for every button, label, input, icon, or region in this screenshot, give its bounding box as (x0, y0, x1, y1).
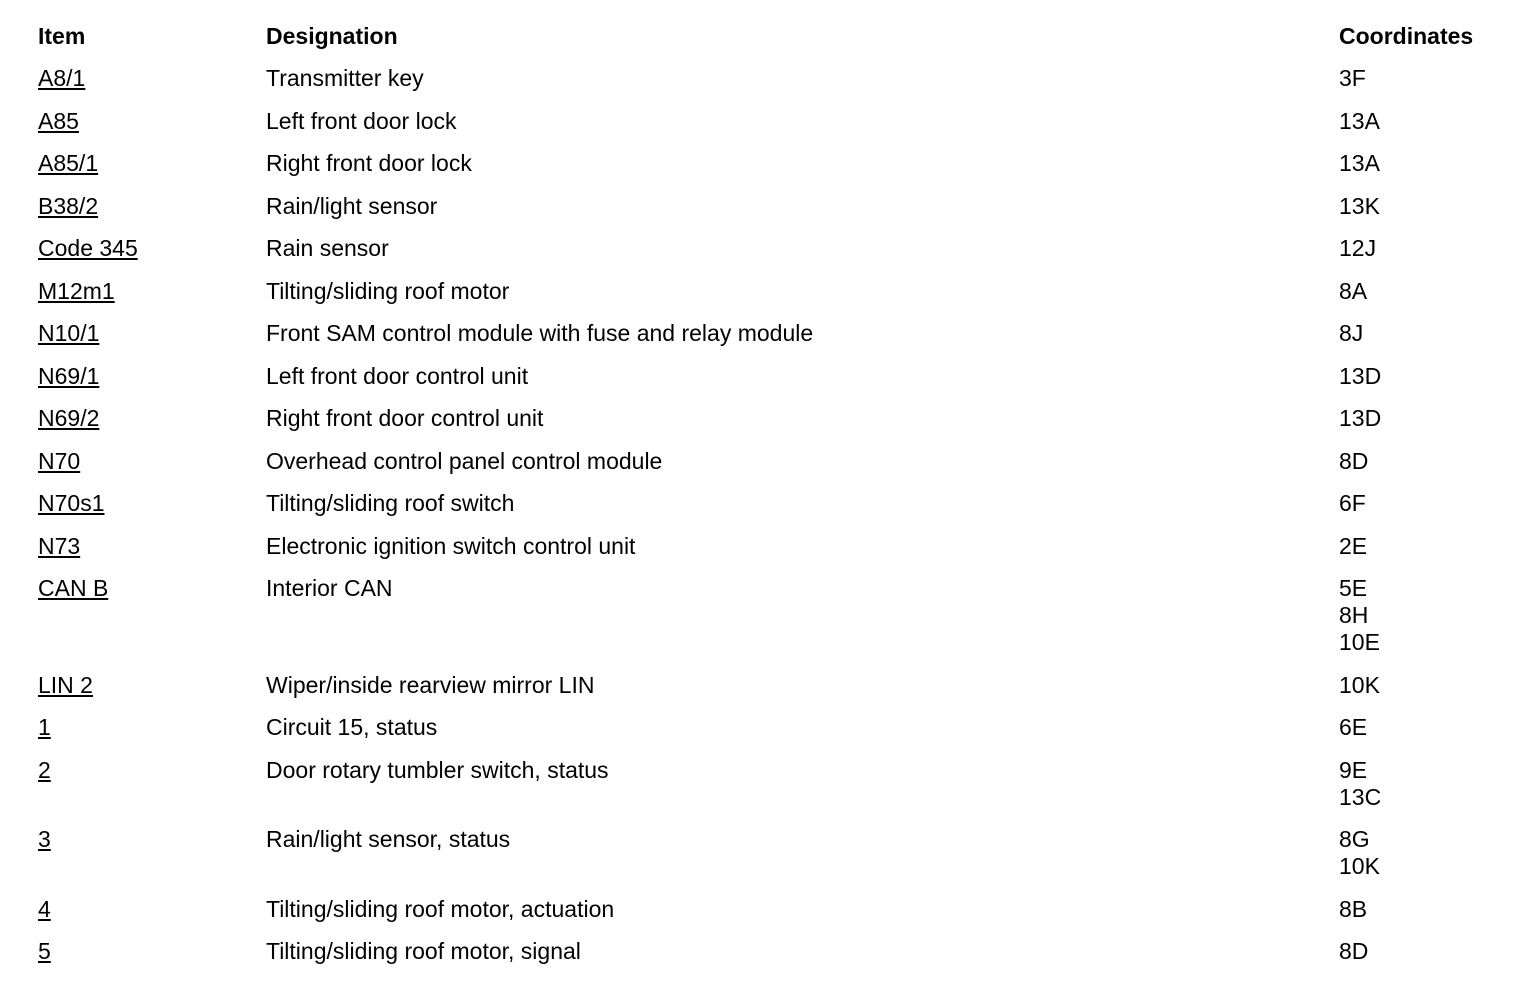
coordinates-cell (1339, 938, 1498, 981)
item-link[interactable]: CAN B (38, 575, 109, 601)
item-link[interactable]: N73 (38, 532, 81, 559)
coordinates-cell (1339, 150, 1498, 193)
table-row (38, 490, 1498, 533)
designation-cell: Right front door control unit (266, 405, 544, 431)
coordinate-value: 6F (1339, 490, 1366, 516)
designation-cell: Right front door lock (266, 150, 472, 176)
coordinate-value: 8G (1339, 826, 1370, 852)
designation-cell: Electronic ignition switch control unit (266, 532, 636, 559)
coordinates-cell (1339, 320, 1498, 363)
item-link[interactable]: A8/1 (38, 65, 86, 91)
item-cell (38, 363, 266, 406)
designation-cell: Door rotary tumbler switch, status (266, 756, 609, 783)
table-header (38, 22, 1498, 65)
designation-cell: Tilting/sliding roof motor, signal (266, 938, 581, 964)
coordinate-value: 10E (1339, 629, 1380, 655)
item-link[interactable]: A85/1 (38, 150, 99, 176)
coordinate-value: 5E (1339, 575, 1368, 601)
coordinates-cell (1339, 896, 1498, 939)
coordinates-cell (1339, 757, 1498, 827)
item-link[interactable]: 1 (38, 714, 51, 740)
designation-cell: Circuit 15, status (266, 714, 438, 740)
item-cell (38, 533, 266, 576)
table-row (38, 575, 1498, 672)
designation-cell: Left front door control unit (266, 362, 529, 389)
designation-cell: Transmitter key (266, 65, 424, 91)
table-row (38, 938, 1498, 981)
item-link[interactable]: N70 (38, 447, 81, 474)
item-cell (38, 150, 266, 193)
coordinate-value: 13A (1339, 150, 1380, 176)
coordinates-cell (1339, 448, 1498, 491)
coordinate-value: 10K (1339, 671, 1380, 698)
item-cell (38, 896, 266, 939)
coordinates-cell (1339, 490, 1498, 533)
header-designation: Designation (266, 23, 398, 49)
coordinates-cell (1339, 108, 1498, 151)
table-row (38, 150, 1498, 193)
coordinate-value: 13K (1339, 192, 1380, 219)
coordinates-cell (1339, 575, 1498, 672)
coordinate-value: 6E (1339, 714, 1368, 740)
item-cell (38, 278, 266, 321)
designation-cell: Interior CAN (266, 575, 393, 601)
legend-table (38, 22, 1498, 981)
coordinate-value: 8D (1339, 447, 1369, 474)
table-row (38, 363, 1498, 406)
item-link[interactable]: 5 (38, 938, 51, 964)
coordinate-value: 8B (1339, 895, 1368, 922)
coordinates-cell (1339, 235, 1498, 278)
coordinate-value: 8A (1339, 277, 1368, 304)
table-row (38, 672, 1498, 715)
table-row (38, 714, 1498, 757)
designation-cell: Tilting/sliding roof motor, actuation (266, 895, 615, 922)
item-cell (38, 938, 266, 981)
item-link[interactable]: LIN 2 (38, 671, 93, 698)
designation-cell: Tilting/sliding roof switch (266, 490, 515, 516)
table-row (38, 757, 1498, 827)
coordinate-value: 8D (1339, 938, 1369, 964)
item-cell (38, 235, 266, 278)
item-link[interactable]: 4 (38, 895, 51, 922)
item-link[interactable]: 2 (38, 756, 51, 783)
table-row (38, 235, 1498, 278)
coordinates-cell (1339, 278, 1498, 321)
header-row (38, 22, 1498, 65)
item-cell (38, 826, 266, 896)
coordinate-value: 12J (1339, 235, 1377, 261)
designation-cell: Rain/light sensor (266, 192, 438, 219)
designation-cell: Overhead control panel control module (266, 447, 663, 474)
table-row (38, 826, 1498, 896)
designation-cell: Rain/light sensor, status (266, 826, 511, 852)
table-row (38, 65, 1498, 108)
header-coordinates: Coordinates (1339, 23, 1474, 49)
coordinate-value: 13D (1339, 405, 1382, 431)
item-link[interactable]: N69/1 (38, 362, 100, 389)
item-link[interactable]: N70s1 (38, 490, 105, 516)
table-row (38, 320, 1498, 363)
item-cell (38, 320, 266, 363)
designation-cell: Left front door lock (266, 107, 457, 134)
item-link[interactable]: 3 (38, 826, 51, 852)
table-row (38, 193, 1498, 236)
coordinates-cell (1339, 826, 1498, 896)
table-row (38, 278, 1498, 321)
item-link[interactable]: N10/1 (38, 320, 100, 346)
designation-cell: Rain sensor (266, 235, 389, 261)
coordinate-value: 13C (1339, 783, 1382, 810)
coordinate-value: 10K (1339, 853, 1380, 879)
table-row (38, 896, 1498, 939)
coordinates-cell (1339, 405, 1498, 448)
designation-cell: Tilting/sliding roof motor (266, 277, 510, 304)
item-cell (38, 714, 266, 757)
item-cell (38, 575, 266, 672)
table-row (38, 405, 1498, 448)
table-row (38, 108, 1498, 151)
coordinates-cell (1339, 65, 1498, 108)
coordinate-value: 9E (1339, 756, 1368, 783)
designation-cell: Front SAM control module with fuse and relay module (266, 320, 814, 346)
item-link[interactable]: A85 (38, 107, 79, 134)
table-row (38, 448, 1498, 491)
table-row (38, 533, 1498, 576)
item-cell (38, 193, 266, 236)
coordinates-cell (1339, 533, 1498, 576)
item-link[interactable]: Code 345 (38, 235, 138, 261)
item-link[interactable]: B38/2 (38, 192, 99, 219)
header-item: Item (38, 23, 86, 49)
table-body (38, 65, 1498, 981)
designation-cell: Wiper/inside rearview mirror LIN (266, 671, 595, 698)
coordinates-cell (1339, 672, 1498, 715)
coordinate-value: 2E (1339, 532, 1368, 559)
coordinate-value: 3F (1339, 65, 1366, 91)
coordinate-value: 13A (1339, 107, 1380, 134)
coordinates-cell (1339, 363, 1498, 406)
item-link[interactable]: M12m1 (38, 277, 115, 304)
item-cell (38, 490, 266, 533)
item-cell (38, 108, 266, 151)
item-link[interactable]: N69/2 (38, 405, 100, 431)
coordinate-value: 8H (1339, 602, 1369, 628)
coordinate-value: 13D (1339, 362, 1382, 389)
item-cell (38, 672, 266, 715)
item-cell (38, 405, 266, 448)
item-cell (38, 448, 266, 491)
coordinate-value: 8J (1339, 320, 1364, 346)
item-cell (38, 757, 266, 827)
item-cell (38, 65, 266, 108)
coordinates-cell (1339, 714, 1498, 757)
coordinates-cell (1339, 193, 1498, 236)
